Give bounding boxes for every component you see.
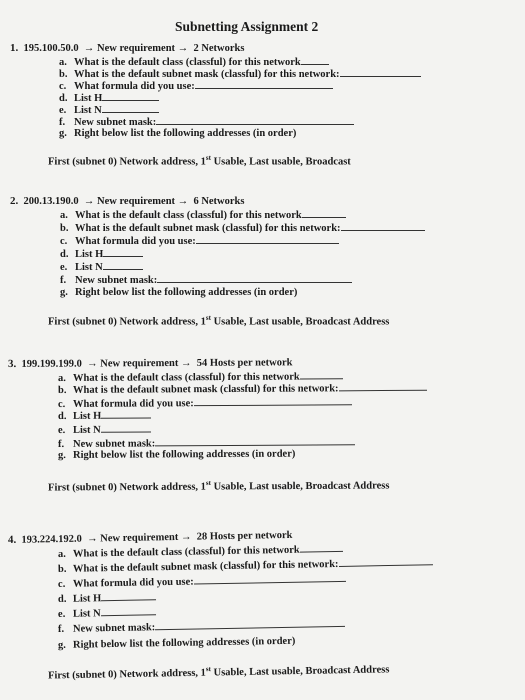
question-text: What formula did you use: [72,576,194,590]
requirement-value: 54 Hosts per network [196,357,293,369]
question-c [58,573,346,591]
question-text: What is the default subnet mask (classful) for this network: [75,223,341,234]
question-letter: e. [57,424,66,436]
question-letter: c. [57,398,66,410]
question-letter: c. [59,81,67,92]
instruction-text: First (subnet 0) Network address, 1 [48,156,206,168]
question-letter: a. [60,210,68,221]
question-a [60,209,346,222]
instruction-text-rest: Usable, Last usable, Broadcast [210,156,351,168]
question-letter: b. [57,563,67,575]
answer-blank[interactable] [101,409,151,418]
problem-number: 3. [7,357,17,370]
question-text: What formula did you use: [74,81,195,92]
problem-header [10,42,244,55]
question-letter: b. [59,69,68,80]
answer-blank[interactable] [302,209,346,218]
question-letter: c. [57,578,66,590]
answer-blank[interactable] [156,116,354,125]
problem-number: 4. [7,533,17,546]
answer-blank[interactable] [338,556,432,567]
arrow-icon: → [87,533,98,545]
question-text: New subnet mask: [72,438,156,450]
address-instruction [48,312,389,329]
question-text: List N [74,105,102,116]
answer-blank[interactable] [102,104,159,113]
question-g [58,636,296,652]
question-letter: f. [57,623,65,635]
question-text: New subnet mask: [74,117,157,128]
answer-blank[interactable] [196,235,339,244]
answer-blank[interactable] [155,618,345,630]
arrow-icon: → [177,196,189,207]
problem-number: 1. [10,42,19,54]
answer-blank[interactable] [194,573,346,585]
ordinal-superscript: st [205,314,211,322]
answer-blank[interactable] [155,436,355,446]
question-letter: g. [60,287,68,298]
question-b [58,382,427,397]
requirement-value: 6 Networks [193,196,245,207]
question-g [59,128,296,140]
address-instruction [48,476,389,495]
answer-blank[interactable] [340,68,421,77]
requirement-label: New requirement [97,43,176,54]
question-letter: a. [57,372,66,384]
question-g [58,449,295,462]
question-letter: c. [60,236,68,247]
instruction-text: First (subnet 0) Network address, 1 [47,481,206,494]
question-text: New subnet mask: [75,275,158,286]
question-text: List H [72,593,102,605]
question-letter: e. [60,262,68,273]
question-letter: f. [60,275,67,286]
question-d [58,591,157,606]
question-letter: a. [59,57,67,68]
question-text: List N [72,424,101,436]
question-letter: f. [57,438,65,450]
question-c [60,235,339,248]
question-text: List H [72,410,102,422]
question-letter: b. [57,384,67,396]
question-text: List H [74,93,103,104]
requirement-value: 28 Hosts per network [196,529,293,543]
question-text: Right below list the following addresses (in order) [75,287,298,298]
question-text: What is the default class (classful) for this network [72,371,300,384]
question-text: List N [75,262,103,273]
requirement-label: New requirement [100,357,179,370]
answer-blank[interactable] [102,92,159,101]
question-letter: d. [59,93,68,104]
question-letter: e. [59,105,67,116]
question-d [60,248,143,261]
arrow-icon: → [180,531,192,543]
ordinal-superscript: st [205,479,211,488]
answer-blank[interactable] [195,80,333,89]
answer-blank[interactable] [101,606,156,616]
question-letter: d. [57,593,67,605]
answer-blank[interactable] [101,591,156,601]
address-instruction [48,660,390,683]
question-text: New subnet mask: [72,622,156,635]
question-text: What is the default class (classful) for this network [72,544,300,560]
address-instruction [48,152,351,169]
question-letter: a. [57,548,66,560]
question-letter: d. [60,249,69,260]
question-letter: g. [57,639,66,651]
problem-header [10,195,244,208]
question-text: List H [75,249,104,260]
ordinal-superscript: st [205,154,211,162]
page-title: Subnetting Assignment 2 [175,19,319,34]
question-text: What is the default subnet mask (classful) for this network: [74,69,340,80]
question-text: Right below list the following addresses (in order) [72,448,296,461]
answer-blank[interactable] [103,261,143,270]
question-e [58,423,151,437]
question-e [60,261,143,274]
question-letter: f. [59,117,66,128]
ip-address: 199.199.199.0 [21,358,82,370]
question-text: Right below list the following addresses (in order) [74,128,297,139]
question-letter: g. [57,449,66,461]
answer-blank[interactable] [301,56,329,65]
answer-blank[interactable] [338,382,426,392]
answer-blank[interactable] [157,274,352,283]
question-letter: b. [60,223,69,234]
question-letter: e. [57,608,66,620]
instruction-text: First (subnet 0) Network address, 1 [47,667,206,682]
answer-blank[interactable] [101,423,151,432]
question-text: What formula did you use: [75,236,196,247]
problem-number: 2. [10,195,19,207]
question-text: What is the default subnet mask (classful) for this network: [72,558,339,575]
ip-address: 195.100.50.0 [23,43,79,54]
requirement-value: 2 Networks [193,43,245,54]
question-text: What formula did you use: [72,398,194,410]
question-e [58,606,156,621]
question-letter: g. [59,128,67,139]
instruction-text: First (subnet 0) Network address, 1 [48,316,206,328]
arrow-icon: → [83,43,95,54]
question-b [60,222,425,235]
requirement-label: New requirement [100,531,179,545]
requirement-label: New requirement [97,196,176,207]
arrow-icon: → [177,43,189,54]
question-letter: d. [57,410,67,422]
arrow-icon: → [83,196,95,207]
ip-address: 193.224.192.0 [21,533,82,546]
answer-blank[interactable] [103,248,143,257]
question-text: What is the default class (classful) for this network [74,57,301,68]
arrow-icon: → [180,357,192,369]
arrow-icon: → [87,358,98,370]
instruction-text-rest: Usable, Last usable, Broadcast Address [210,480,390,493]
question-f [60,274,352,287]
question-text: What is the default subnet mask (classful) for this network: [72,383,339,396]
question-text: List N [72,608,101,620]
answer-blank[interactable] [300,370,343,379]
question-d [58,409,151,423]
question-f [58,618,345,636]
answer-blank[interactable] [194,396,352,406]
problem-header [8,356,293,371]
instruction-text-rest: Usable, Last usable, Broadcast Address [210,664,390,679]
question-g [60,287,297,299]
question-text: What is the default class (classful) for this network [75,210,302,221]
answer-blank[interactable] [300,543,343,553]
ordinal-superscript: st [205,665,211,674]
answer-blank[interactable] [341,222,425,231]
ip-address: 200.13.190.0 [23,196,79,207]
question-text: Right below list the following addresses (in order) [72,635,296,651]
instruction-text-rest: Usable, Last usable, Broadcast Address [210,316,390,328]
